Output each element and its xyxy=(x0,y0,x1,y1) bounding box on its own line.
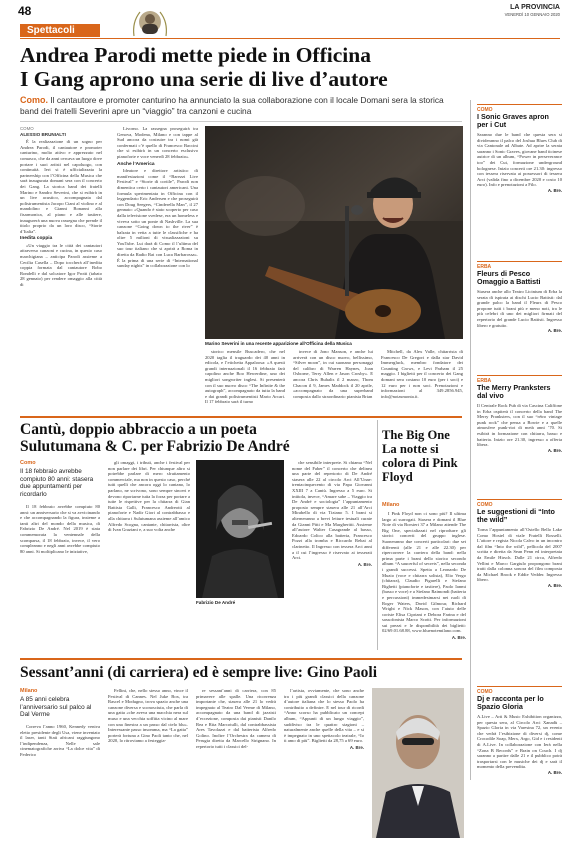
bigone-text: I Pink Floyd non ci sono più? Il ultima largo ai surrogati. Stasera e domani il Blue Note di via Borsieri 37 a Milano attende The Big One, specializzati nel riprodurre gli storici concerti del gruppo inglese. Suoneranno due concerti particolari: due set differenti (alle 21 e alle 22.30) per ripercorrere la carriera della band: nella prima parte i brani dello storico secondo album “A saucerful of secrets”, nella seconda i grandi successi. Spetta a Leonardo De Muzio (voce e chitarra solista), Elio Vergo (chitarra), Claudio Pigarelli e Stefano Bighetti (pianoforte e tastiere), Paolo Ianmi (basso e voce) e a Stefano Raimondi (batteria e percussioni) immedesimarsi nei ruoli di Roger Waters, David Gilmour, Richard Wright e Nick Mason, con l’aiuto delle coriste Elisa Cipriani e Debora Farina e del sassofonista Marco Scotti. Per informazioni sui prezzi e le disponibilità dei biglietti: 02/69.01.68.88, www.bluenotemilano.com. xyxy=(382,511,466,634)
paoli-col2-text: Fellini, che, nello stesso anno, vince il Festival di Cannes. Nel Juke Box, tra Rascel e Modugno, trova spazio anche una canzone diversa e sconosciuta, che parla di una gatta «che aveva una macchia nera sul muso e una vecchia soffitta vicino al mare con una finestra a un passo dal cielo blu». Interessante passo insomma, ma “La gatta” porterà fortuna a Gino Paoli tanto che, nel 2020, lo ritroviamo a festeggia- xyxy=(108,688,188,744)
sidebar-box xyxy=(477,104,562,257)
sidebar-tag: COMO xyxy=(477,107,493,113)
sidebar-tag: COMO xyxy=(477,689,493,695)
main-col1b-text: «Un viaggio tra le città dei cantautori attraverso canzoni e cucina, in questo caso marchigiana – anticipa Parodi assieme a Cecilia Casella – Dopo toccherà all’inedita coppia formata dal cantautore Bobo Rondelli e dal solcatore Igor Protti (tabato 28 gennaio) per rendere omaggio alla città di xyxy=(20,242,102,288)
paoli-col-2 xyxy=(108,688,188,838)
main-col3-text: storico mensile Buscadero, che nel 2020 taglia il traguardo dei 40 anni in edicola, e l’etichetta Appaloosa: «A questi grandi internazionali il 16 febbraio farà capolino anche Boo Hewerdine, uno dei migliori songwriter inglesi. Si presenterà con il suo nuovo disco “The Infinite & the autograph”, accompagnato da tutta la band e dai grandi polistrumentisti Mario Arcari. Il 17 febbraio sarà il turno xyxy=(205,349,285,405)
sidebar-body: Saranno due le band che questa sera si divideranno il palco del Joshua Blues Club di via Cantonale ad Albate. Ad aprire la serata saranno i Sonic Graves, giovane band ticinese autrice di un album, “Power in perseverance too” dei Cut, formazione underground bolognese. Inizio concerti ore 21.30: ingresso con tessera riservata ai possessori di tessera Arci (valida fino a dicembre 2020 e costo 10 euro). Info e prenotazioni a Filo. xyxy=(477,132,562,188)
byline-place: COMO xyxy=(20,126,34,131)
main-subhead-2: Anche l’America xyxy=(117,161,155,167)
paoli-col-4 xyxy=(284,688,364,838)
paper-name: LA PROVINCIA xyxy=(510,4,560,11)
page-number: 48 xyxy=(18,4,32,18)
bigone-headline: The Big One La notte si colora di Pink Floyd xyxy=(382,428,458,484)
sidebar-title: Le suggestioni di “Into the wild” xyxy=(477,507,555,524)
sidebar-signature: A. Bre. xyxy=(547,582,562,588)
paoli-col-1 xyxy=(20,724,100,834)
cantu-col3-text: che sensibile interprete. Si chiama “Nel nome del Faber” il concerto che delinea una parte del repertorio di De André stasera alle 22 al circolo Arci All’Unae: trentacinquecento di via Papa Giovanni XXIII 7 a Cantù. Ingresso a 5 euro. Si intitola, invece, “Amare sabe – Viaggio tra De André e sociologia” l’appuntamento proposto sempre stasera alle 21 all’Arci Mirabello di via Tiziano 5. I brani si alterneranno a brevi letture testuali curate da Gianni Pitti e Ma Margheritti. Assieme all’autore Walter Casagrande al basso, Edoardo Colico alla batteria, Francesco Pozzi alla tromba e Riccardo Rebai al clarinetto. Il Ingresso con tessera Arci anni a il cui l’ingresso è riservato ai tesserati Arci. xyxy=(292,460,372,561)
sidebar-signature: A. Bre. xyxy=(547,447,562,453)
paoli-col4-text: l’artista, ovviamente, che sono anche tra i più grandi classici della canzone d’autore italiana che lo stesso Paolo ha contribuito a definire. E nel tour di ricordi “Anno scorso ha pubblicato un concept album, “Appunti di un lungo viaggio”, suddiviso tra le quattro stagioni – naturalmente anche quelle della vita – e si è impegnato in uno spettacolo teatrale, “Io ti amo di più”. Biglietti da 28,75 a 69 euro. xyxy=(284,688,364,744)
main-headline-1: Andrea Parodi mette piede in Officina xyxy=(20,43,371,67)
cantu-col-1 xyxy=(20,504,100,644)
main-col-5 xyxy=(381,349,463,401)
sidebar-title: Fleurs di Pesco Omaggio a Battisti xyxy=(477,269,541,286)
main-deck xyxy=(20,95,462,116)
sidebar-body: Torna l’appuntamento all’Ostello Bello Lake Como Hostel di viale Fratelli Rosselli. L’attore e regista Nicola Calvo in un incontro dal film “Into the wild”, pellicola del 2007 scritta e diretta da Sean Penn ed interpretata da Emile Hirsch. Dalle 21 circa, Alfredo Vellini e Marco Gargiulo propongono brani tratti dalla colonna sonora del film composta da Michael Brook e Eddie Vedder. Ingresso libero. xyxy=(477,527,562,583)
main-deck-text: Il cantautore e promoter canturino ha annunciato la sua collaborazione con il locale Domani sera la storica band dei fratelli Severini apre un “viaggio” tra canzoni e cucina xyxy=(20,95,444,116)
paoli-col-3 xyxy=(196,688,276,838)
cantu-signature: A. Bre. xyxy=(357,561,372,567)
sidebar-title: The Merry Pranksters dal vivo xyxy=(477,383,551,400)
cantu-photo-caption: Fabrizio De André xyxy=(196,600,236,605)
sidebar-tag: COMO xyxy=(477,502,493,508)
sidebar-body: A.Live – Arti & Music Exhibition organizza, per questa sera, al Circolo Arci Xanadù – Spazio Gloria in via Varesina 72, un evento che vedrà l’esibizione di diversi dj, come Crocodile Soap, Merx, Argo, Gid e i residenti di A.Live. In collaborazione con Ierà nella “Zona B Records” e Brain on Couch. I dj saranno a partire dalle 21 e il pubblico potrà trasportarsi con le musiche dei dj e sarà il momento della prevendita. xyxy=(477,714,562,770)
main-headline-2: I Gang aprono una serie di live d’autore xyxy=(20,67,388,91)
sidebar-box xyxy=(477,261,562,371)
main-col5-text: Mitchell, da Alex Valle, chitarrista di Francesco De Gregori e dalla star David Immergluck, membro fondatore dei Counting Crows, e Levi Parham il 25 maggio. I biglietti per il concerto dei Gang domani sera costano 10 euro (per i soci) e 12 euro per i non soci. Prenotazioni e informazioni al 349.2856.945, info@notasmonta.it. xyxy=(381,349,463,399)
sidebar-title: I Sonic Graves apron per i Cut xyxy=(477,112,549,129)
paoli-photo xyxy=(372,688,464,838)
main-col-4 xyxy=(293,349,373,401)
paoli-location: Milano xyxy=(20,688,38,694)
cantu-col2-text: gli omaggi, i tributi, anche i festival per non parlare dei libri. Per chiunque altro si potrebbe parlare di mero sfruttamento commerciale, ma non in questo caso, perché tutti quelli che ancora oggi lo cantano, lo parlano, ne scrivono, sono sempre sinceri e devono riportarne tutta la forza per portare a tutte le rispettive per la chitarra di Gian Battista Galli, Francesco Andreotti al pianoforte e Nadir Giori al contrabbasso e alla chitarra i Sulutumana assieme all’amico Alfredo Scogna, cantante, chitarrista, oltre di Ivan Graziani e, a suo volta anche xyxy=(108,460,190,533)
cantu-standfirst: Il 18 febbraio avrebbe compiuto 80 anni: stasera due appuntamenti per ricordarlo xyxy=(20,468,94,498)
bigone-location: Milano xyxy=(382,502,400,508)
paoli-signature: A. Bre. xyxy=(349,744,364,750)
byline-author: ALESSIO BRUNIALTI xyxy=(20,131,66,137)
cantu-col1-text: Il 18 febbraio avrebbe compiuto 80 anni: un anniversario che si va avvicinando e che accompagnando la figura, insieme a tanti altri del mondo della musica, di Fabrizio De André. Nel 2019 è stata commemorata la ventennale della scomparsa, il 18 febbraio, invece, il vero compleanno e negli anni avrebbe compiuto 80 anni. Si moltiplicano le iniziative, xyxy=(20,504,100,554)
paoli-col1-text: Correva l’anno 1960, Kennedy veniva eletto presidente degli Usa, viene inventato il laser, tanti Stati africani raggiungono l’indipendenza, Nelle sale cinematografiche arriva “La dolce vita” di Federico xyxy=(20,724,100,757)
main-col-1 xyxy=(20,126,102,392)
masthead-emblem xyxy=(128,6,172,40)
main-deck-location: Como. xyxy=(20,95,48,105)
sidebar-title: Dj e racconta per lo Spazio Gloria xyxy=(477,694,544,711)
paper-date: VENERDÌ 10 GENNAIO 2020 xyxy=(504,12,560,17)
main-subhead-1: Inedita coppia xyxy=(20,236,53,242)
bigone-signature: A. Bre. xyxy=(451,635,466,641)
cantu-col-2b xyxy=(108,520,190,646)
sidebar-signature: A. Bre. xyxy=(547,769,562,775)
sidebar-signature: A. Bre. xyxy=(547,328,562,334)
main-col1-text: È la realizzazione di un sogno per Andrea Parodi, il cantautore e promoter canturino, molto attivo e apprezzato nel comasco, che da anni cercava un luogo dove portare i suoi artisti nel capoluogo, con continuità. Ieri si è ufficializzata la partnership con l’Officina della Musica che sarà inaugurata domani sera con il concerto dei Gang. La storica band dei fratelli Marino e Sandro Severini, che si esibirà in un live acustico, accompagnata dal polistrumentista Jacopo Ciani al violino e al mandolino e Gianni Bonanni alla fisarmonica, al piano e alle tastiere, inaugurerà una nuova rassegna che prende il titolo proprio da un loro disco, “Storie d’Italia”. xyxy=(20,139,102,234)
main-photo-caption: Marino Severini in una recente apparizione all’Officina della Musica xyxy=(205,341,352,346)
sidebar-body: Stasera anche allo Teatro Licinium di Erba la serata di ispirata ai dischi Lucio Battisti: dal grande palco la band il Fleurs di Pesco propone tutti i brani più e meno noti, tra le più celebri di uno dei migliori firmati del repertorio del grande Lucio Battisti. Ingresso libero e gratuito. xyxy=(477,289,562,328)
section-label: Spettacoli xyxy=(27,25,75,36)
sidebar-box xyxy=(477,686,562,849)
paoli-col3-text: re sessant’anni di carriera, con 85 primavere alle spalle. Una ricorrenza importante che, stasera alle 21 lo vedrà impegnato al Teatro Dal Verme di Milano, accompagnato da una band di jazzisti d’eccezione, composta dai pianisti Danilo Rea e Rita Marcotulli, dal contrabbassista Ares Tavolazzi e dal batterista Alfredo Golino. Inoltre l’Orchestra da camera di Perugia diretta da Marcello Sirignano. In repertorio tutti i classici del- xyxy=(196,688,276,749)
main-col4-text: invece di Jono Manson, e anche lui arriverà con un disco nuovo, bellissimo, “Silver moon”, in cui suonano personaggi del calibro di Warren Haynes, Joan Osborne, Terry Allen e Jason Crosby». E ancora Chris Buhalis il 2 marzo, Thom Chacon il 9, James Maddock il 20 aprile, «accompagnato da una superband composta dallo straordinario pianista Brian xyxy=(293,349,373,399)
cantu-col-2 xyxy=(108,460,190,533)
paoli-standfirst: A 85 anni celebra l’anniversario sul palco al Dal Verme xyxy=(20,696,92,719)
bigone-col xyxy=(382,511,466,649)
main-photo xyxy=(205,126,463,339)
sidebar-box xyxy=(477,375,562,495)
main-col-2 xyxy=(117,126,198,392)
main-col2-text: Livorno. La rassegna proseguirà tra Genova, Modena, Milano e con tappe al Sud ancora da costruire tra i nomi già confermati c’è quello di Francesco Baccini che si esibirà in un concerto esclusivo pianoforte e voce venerdì 28 febbraio». xyxy=(117,126,198,159)
sidebar-box xyxy=(477,499,562,682)
sidebar-tag: ERBA xyxy=(477,264,492,270)
cantu-location: Como xyxy=(20,460,36,466)
paoli-headline: Sessant’anni (di carriera) ed è sempre live: Gino Paoli xyxy=(20,664,378,681)
cantu-headline: Cantù, doppio abbraccio a un poeta Sulutumana & C. per Fabrizio De André xyxy=(20,421,290,455)
sidebar-tag: ERBA xyxy=(477,378,492,384)
cantu-photo xyxy=(196,460,284,598)
main-col2b-text: Ideatore e direttore artistico di manifestazioni come il “Barezzi Live Festival” e “Storie di cortile”, Parodi non dimentica certo i cantautori americani. Una formula sperimentata in Officina con il leggendario Eric Andersen e che proseguirà con Doug Seegers, “Cinderella Man”, il 27 gennaio: «Quando è stato scoperto per caso dalla televisione svedese, era un homeless e viveva sotto un ponte di Nashville. La sua canzone “Going down to the river” è balzata in vetta a tutte le classifiche e ha oltre 5 milioni di visualizzazioni su YouTube. Lui darà di Como il l’ultima del suo tour italiano che si aprirà a Roma in diretta da Radio Rai con Luca Barbarossa». È la prima di una serie di “International sunday nights” in collaborazione con lo xyxy=(117,168,198,269)
sidebar-signature: A. Bre. xyxy=(547,187,562,193)
sidebar xyxy=(477,104,562,844)
cantu-col-3 xyxy=(292,460,372,638)
sidebar-body: Il Centrale Rock Pub di via Cascina Califfone in Erba ospiterà il concerto della band The Merry Pranksters, con il suo “rétro vintage punk rock” che pensa a Bowie e a quelle atmosfere punk-riot di metà anni ’70. Si esibirà in formazione con chitarra, basso e batteria. Inizio ore 21.30, ingresso a offerta libera. xyxy=(477,403,562,448)
main-col-3 xyxy=(205,349,285,405)
